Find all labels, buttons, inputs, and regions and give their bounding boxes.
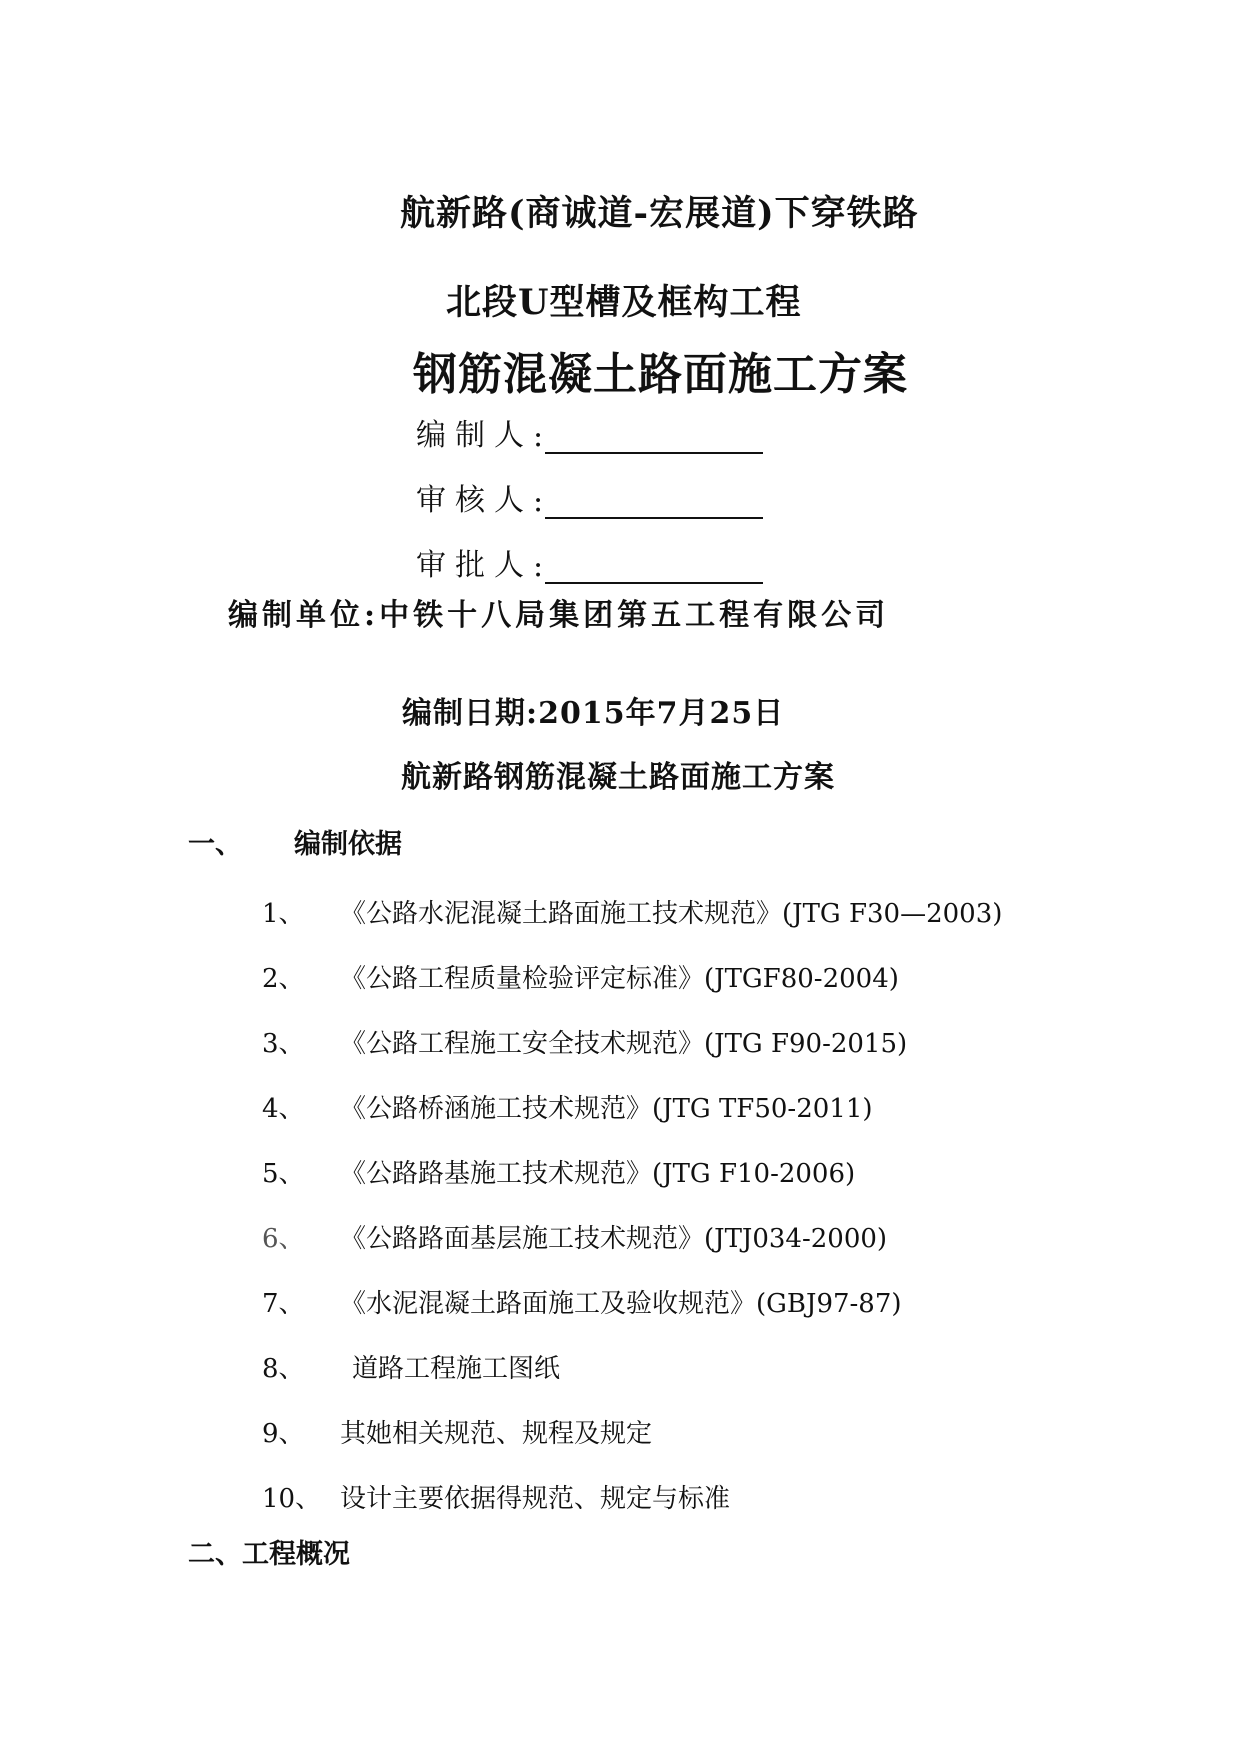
section-heading-basis: [188, 822, 402, 861]
list-item-number: 10、: [262, 1484, 322, 1514]
list-item: [262, 1023, 1062, 1057]
list-item-number: 2、: [262, 964, 305, 994]
list-item-text: 设计主要依据得规范、规定与标准: [340, 1484, 731, 1514]
title-line-1: 航新路(商诚道-宏展道)下穿铁路: [400, 193, 919, 234]
list-item: [262, 1153, 1062, 1187]
signature-approver: [416, 540, 763, 584]
list-item-number: 7、: [262, 1289, 305, 1319]
title-line-2: 北段U型槽及框构工程: [446, 282, 802, 323]
list-item: [262, 1218, 1062, 1252]
list-item-number: 4、: [262, 1094, 305, 1124]
list-item-number: 3、: [262, 1029, 305, 1059]
signature-label: 审核人: [416, 483, 533, 518]
title-line-3: 钢筋混凝土路面施工方案: [413, 349, 908, 400]
list-item: [262, 1348, 1062, 1382]
list-item-text: 《公路工程施工安全技术规范》(JTG F90-2015): [340, 1029, 908, 1059]
organization: 编制单位:中铁十八局集团第五工程有限公司: [228, 598, 890, 633]
section-number: 一、: [188, 829, 242, 860]
signature-colon: :: [533, 419, 544, 454]
list-item-text: 道路工程施工图纸: [352, 1354, 561, 1384]
signature-colon: :: [533, 484, 544, 519]
list-item-text: 《公路水泥混凝土路面施工技术规范》(JTG F30—2003): [340, 899, 1003, 929]
list-item-text: 《公路路面基层施工技术规范》(JTJ034-2000): [340, 1224, 888, 1254]
signature-compiler: [416, 410, 763, 454]
list-item: [262, 1088, 1062, 1122]
signature-line: [545, 487, 763, 519]
compile-date: 编制日期:2015年7月25日: [402, 696, 785, 731]
list-item: [262, 893, 1062, 927]
signature-reviewer: [416, 475, 763, 519]
list-item-number: 6、: [262, 1224, 305, 1254]
list-item-text: 其她相关规范、规程及规定: [340, 1419, 653, 1449]
signature-label: 编制人: [416, 418, 533, 453]
section-title: 编制依据: [294, 829, 402, 860]
list-item: [262, 1478, 1062, 1512]
list-item-text: 《公路工程质量检验评定标准》(JTGF80-2004): [340, 964, 899, 994]
list-item-text: 《公路路基施工技术规范》(JTG F10-2006): [340, 1159, 856, 1189]
signature-label: 审批人: [416, 548, 533, 583]
list-item: [262, 958, 1062, 992]
list-item: [262, 1283, 1062, 1317]
list-item-text: 《水泥混凝土路面施工及验收规范》(GBJ97-87): [340, 1289, 902, 1319]
signature-line: [545, 422, 763, 454]
list-item: [262, 1413, 1062, 1447]
section-heading-overview: 二、工程概况: [188, 1539, 350, 1570]
signature-colon: :: [533, 549, 544, 584]
list-item-number: 5、: [262, 1159, 305, 1189]
document-title: 航新路钢筋混凝土路面施工方案: [401, 760, 835, 795]
list-item-number: 8、: [262, 1354, 305, 1384]
list-item-number: 1、: [262, 899, 305, 929]
list-item-number: 9、: [262, 1419, 305, 1449]
signature-line: [545, 552, 763, 584]
list-item-text: 《公路桥涵施工技术规范》(JTG TF50-2011): [340, 1094, 873, 1124]
